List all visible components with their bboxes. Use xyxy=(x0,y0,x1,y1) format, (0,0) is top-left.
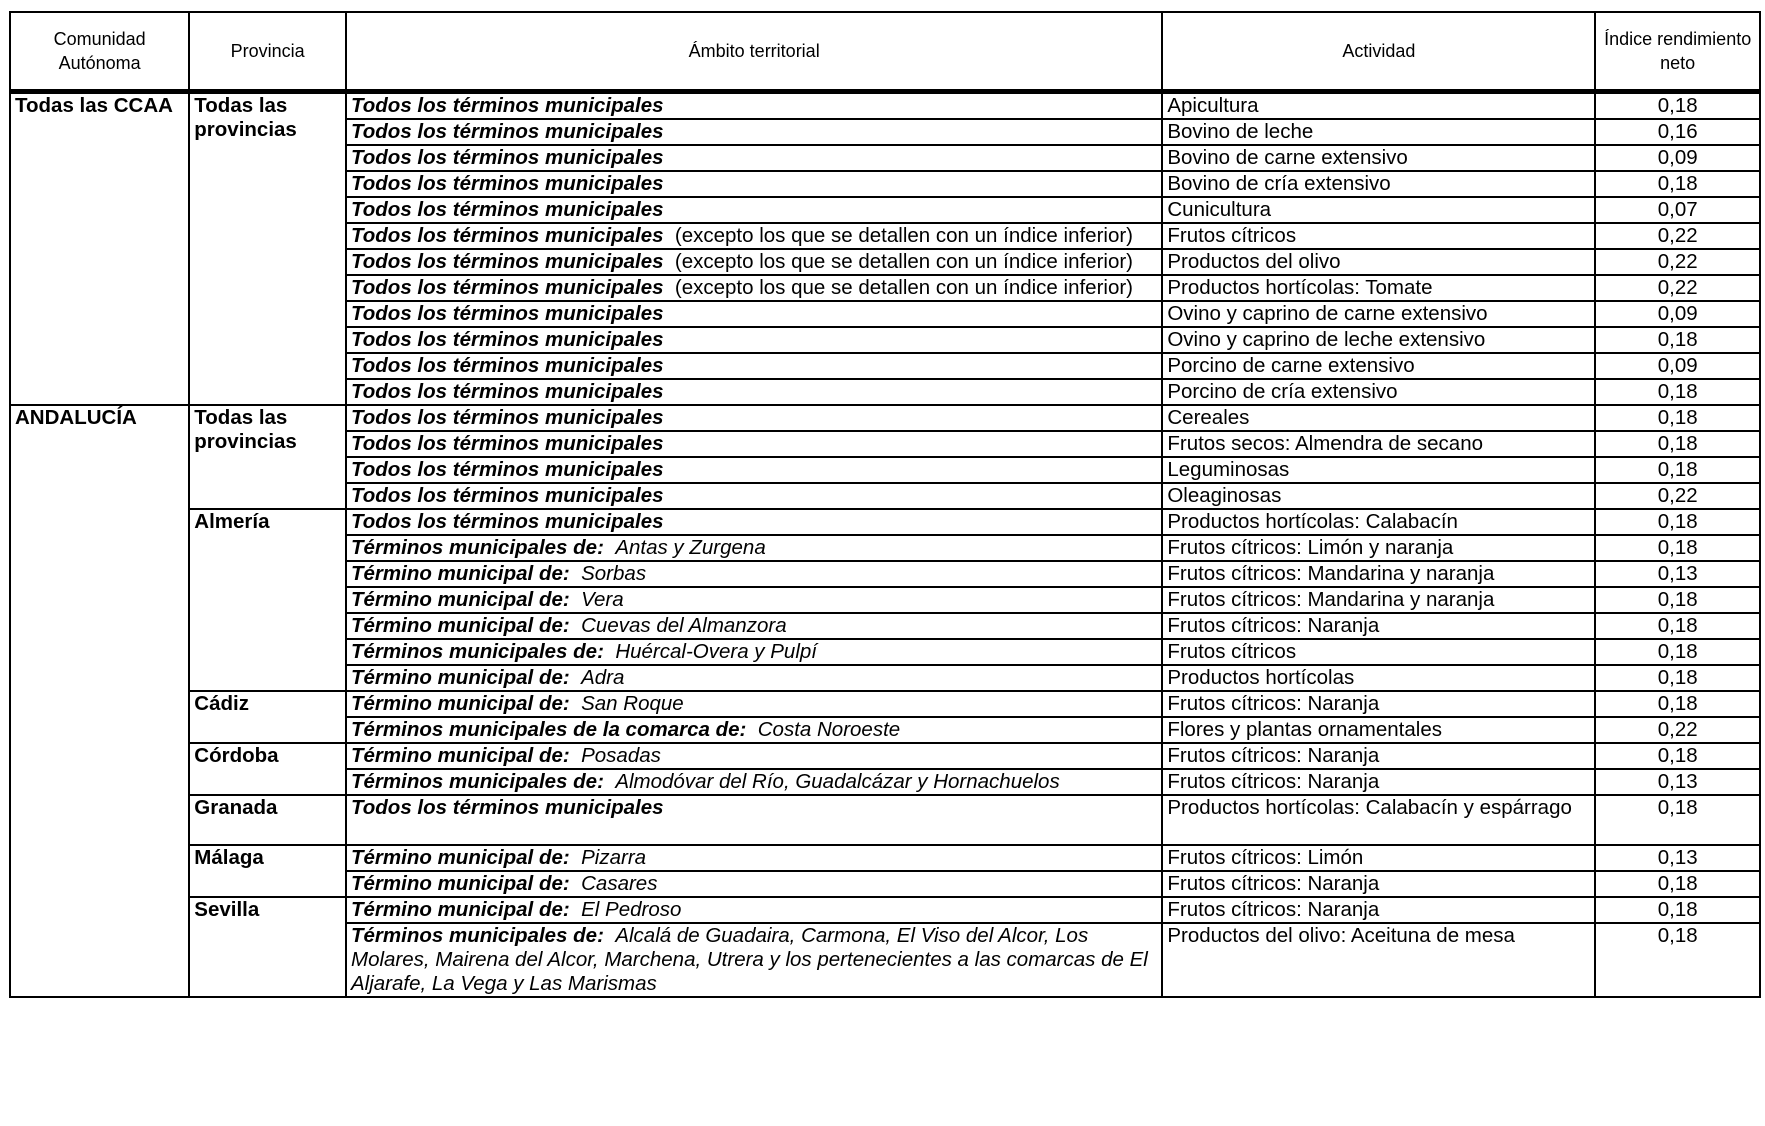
indice-cell: 0,18 xyxy=(1595,923,1760,997)
indice-cell: 0,18 xyxy=(1595,457,1760,483)
table-row xyxy=(10,405,1760,431)
provincia-cell: Granada xyxy=(189,795,346,845)
ambito-cell xyxy=(346,769,1162,795)
indice-cell: 0,18 xyxy=(1595,327,1760,353)
indice-cell: 0,18 xyxy=(1595,639,1760,665)
table-row xyxy=(10,509,1760,535)
ambito-cell xyxy=(346,561,1162,587)
ambito-cell xyxy=(346,691,1162,717)
ambito-cell xyxy=(346,665,1162,691)
indice-cell: 0,18 xyxy=(1595,691,1760,717)
actividad-cell: Frutos cítricos: Naranja xyxy=(1162,897,1595,923)
provincia-cell: Todas las provincias xyxy=(189,92,346,406)
indice-cell: 0,07 xyxy=(1595,197,1760,223)
ambito-cell xyxy=(346,535,1162,561)
provincia-cell: Todas las provincias xyxy=(189,405,346,509)
ambito-cell xyxy=(346,509,1162,535)
ambito-prefix: Términos municipales de: xyxy=(351,770,604,793)
ambito-cell xyxy=(346,145,1162,171)
indice-cell: 0,22 xyxy=(1595,223,1760,249)
ambito-prefix: Todos los términos municipales xyxy=(351,172,664,195)
table-row xyxy=(10,92,1760,120)
provincia-cell: Cádiz xyxy=(189,691,346,743)
ambito-cell xyxy=(346,845,1162,871)
ambito-municipios: San Roque xyxy=(581,692,684,715)
ambito-cell xyxy=(346,405,1162,431)
actividad-cell: Frutos cítricos: Mandarina y naranja xyxy=(1162,561,1595,587)
indice-cell: 0,22 xyxy=(1595,717,1760,743)
ambito-cell xyxy=(346,639,1162,665)
actividad-cell: Frutos cítricos xyxy=(1162,223,1595,249)
ambito-prefix: Todos los términos municipales xyxy=(351,198,664,221)
actividad-cell: Frutos cítricos: Naranja xyxy=(1162,871,1595,897)
ambito-prefix: Término municipal de: xyxy=(351,666,570,689)
ambito-municipios: Casares xyxy=(581,872,658,895)
indice-cell: 0,18 xyxy=(1595,897,1760,923)
ambito-cell xyxy=(346,457,1162,483)
provincia-cell: Córdoba xyxy=(189,743,346,795)
indice-cell: 0,18 xyxy=(1595,171,1760,197)
ambito-cell xyxy=(346,275,1162,301)
ambito-prefix: Todos los términos municipales xyxy=(351,432,664,455)
ambito-cell xyxy=(346,743,1162,769)
actividad-cell: Bovino de cría extensivo xyxy=(1162,171,1595,197)
indice-cell: 0,13 xyxy=(1595,845,1760,871)
ambito-cell xyxy=(346,717,1162,743)
ambito-prefix: Todos los términos municipales xyxy=(351,302,664,325)
ambito-prefix: Todos los términos municipales xyxy=(351,146,664,169)
comunidad-cell: ANDALUCÍA xyxy=(10,405,189,997)
ambito-municipios: Antas y Zurgena xyxy=(615,536,766,559)
ambito-prefix: Términos municipales de: xyxy=(351,640,604,663)
ambito-prefix: Todos los términos municipales xyxy=(351,94,664,117)
ambito-cell xyxy=(346,197,1162,223)
indice-cell: 0,18 xyxy=(1595,405,1760,431)
indice-cell: 0,18 xyxy=(1595,665,1760,691)
indice-cell: 0,18 xyxy=(1595,379,1760,405)
ambito-prefix: Términos municipales de la comarca de: xyxy=(351,718,747,741)
actividad-cell: Productos del olivo xyxy=(1162,249,1595,275)
indice-cell: 0,13 xyxy=(1595,561,1760,587)
ambito-municipios: Posadas xyxy=(581,744,661,767)
ambito-cell xyxy=(346,92,1162,120)
ambito-prefix: Todos los términos municipales xyxy=(351,328,664,351)
actividad-cell: Cunicultura xyxy=(1162,197,1595,223)
actividad-cell: Bovino de carne extensivo xyxy=(1162,145,1595,171)
actividad-cell: Productos hortícolas: Tomate xyxy=(1162,275,1595,301)
actividad-cell: Frutos cítricos: Naranja xyxy=(1162,691,1595,717)
ambito-municipios: Sorbas xyxy=(581,562,647,585)
indice-cell: 0,18 xyxy=(1595,871,1760,897)
ambito-prefix: Términos municipales de: xyxy=(351,536,604,559)
ambito-cell xyxy=(346,587,1162,613)
table-row xyxy=(10,845,1760,871)
actividad-cell: Ovino y caprino de carne extensivo xyxy=(1162,301,1595,327)
ambito-prefix: Término municipal de: xyxy=(351,846,570,869)
ambito-prefix: Todos los términos municipales xyxy=(351,406,664,429)
ambito-prefix: Término municipal de: xyxy=(351,898,570,921)
ambito-cell xyxy=(346,327,1162,353)
indice-cell: 0,18 xyxy=(1595,743,1760,769)
actividad-cell: Leguminosas xyxy=(1162,457,1595,483)
ambito-prefix: Término municipal de: xyxy=(351,614,570,637)
rendimiento-table-sheet xyxy=(9,11,1761,998)
ambito-prefix: Término municipal de: xyxy=(351,872,570,895)
ambito-cell xyxy=(346,613,1162,639)
ambito-cell xyxy=(346,249,1162,275)
ambito-prefix: Términos municipales de: xyxy=(351,924,604,947)
actividad-cell: Apicultura xyxy=(1162,92,1595,120)
comunidad-cell: Todas las CCAA xyxy=(10,92,189,406)
ambito-municipios: Costa Noroeste xyxy=(757,718,901,741)
provincia-cell: Almería xyxy=(189,509,346,691)
actividad-cell: Productos hortícolas xyxy=(1162,665,1595,691)
actividad-cell: Frutos cítricos: Naranja xyxy=(1162,613,1595,639)
ambito-municipios: Huércal-Overa y Pulpí xyxy=(615,640,817,663)
table-body xyxy=(10,92,1760,998)
table-header xyxy=(10,12,1760,92)
ambito-prefix: Todos los términos municipales xyxy=(351,458,664,481)
actividad-cell: Frutos cítricos xyxy=(1162,639,1595,665)
ambito-note: (excepto los que se detallen con un índice inferior) xyxy=(674,276,1134,299)
actividad-cell: Frutos secos: Almendra de secano xyxy=(1162,431,1595,457)
actividad-cell: Bovino de leche xyxy=(1162,119,1595,145)
ambito-note: (excepto los que se detallen con un índice inferior) xyxy=(674,250,1134,273)
header-row xyxy=(10,12,1760,92)
ambito-municipios: El Pedroso xyxy=(581,898,682,921)
ambito-prefix: Todos los términos municipales xyxy=(351,354,664,377)
table-row xyxy=(10,897,1760,923)
actividad-cell: Frutos cítricos: Limón xyxy=(1162,845,1595,871)
indice-cell: 0,09 xyxy=(1595,353,1760,379)
ambito-prefix: Todos los términos municipales xyxy=(351,224,664,247)
indice-cell: 0,09 xyxy=(1595,145,1760,171)
ambito-prefix: Término municipal de: xyxy=(351,588,570,611)
ambito-prefix: Todos los términos municipales xyxy=(351,484,664,507)
ambito-prefix: Término municipal de: xyxy=(351,744,570,767)
ambito-cell xyxy=(346,223,1162,249)
ambito-cell xyxy=(346,795,1162,845)
actividad-cell: Frutos cítricos: Limón y naranja xyxy=(1162,535,1595,561)
indice-cell: 0,18 xyxy=(1595,509,1760,535)
actividad-cell: Cereales xyxy=(1162,405,1595,431)
indice-cell: 0,18 xyxy=(1595,92,1760,120)
provincia-cell: Sevilla xyxy=(189,897,346,997)
ambito-municipios: Pizarra xyxy=(581,846,647,869)
ambito-cell xyxy=(346,353,1162,379)
actividad-cell: Ovino y caprino de leche extensivo xyxy=(1162,327,1595,353)
actividad-cell: Frutos cítricos: Mandarina y naranja xyxy=(1162,587,1595,613)
ambito-municipios: Vera xyxy=(581,588,624,611)
ambito-cell xyxy=(346,431,1162,457)
actividad-cell: Flores y plantas ornamentales xyxy=(1162,717,1595,743)
indice-cell: 0,13 xyxy=(1595,769,1760,795)
ambito-prefix: Todos los términos municipales xyxy=(351,380,664,403)
ambito-prefix: Todos los términos municipales xyxy=(351,120,664,143)
indice-cell: 0,22 xyxy=(1595,483,1760,509)
indice-cell: 0,18 xyxy=(1595,795,1760,845)
ambito-cell xyxy=(346,897,1162,923)
ambito-cell xyxy=(346,923,1162,997)
ambito-note: (excepto los que se detallen con un índice inferior) xyxy=(674,224,1134,247)
actividad-cell: Productos hortícolas: Calabacín y espárrago xyxy=(1162,795,1595,845)
ambito-prefix: Todos los términos municipales xyxy=(351,796,664,819)
indice-cell: 0,16 xyxy=(1595,119,1760,145)
actividad-cell: Porcino de cría extensivo xyxy=(1162,379,1595,405)
indice-cell: 0,18 xyxy=(1595,613,1760,639)
actividad-cell: Porcino de carne extensivo xyxy=(1162,353,1595,379)
ambito-prefix: Término municipal de: xyxy=(351,692,570,715)
actividad-cell: Oleaginosas xyxy=(1162,483,1595,509)
header-comunidad: Comunidad Autónoma xyxy=(10,12,189,92)
ambito-municipios: Alcalá de Guadaira, Carmona, El Viso del Alcor, Los Molares, Mairena del Alcor, Marchena, Utrera y los pertenecientes a las comarcas de El Aljarafe, La Vega y Las Marismas xyxy=(351,924,1148,995)
ambito-prefix: Término municipal de: xyxy=(351,562,570,585)
indice-cell: 0,22 xyxy=(1595,249,1760,275)
table-row xyxy=(10,743,1760,769)
header-indice: Índice rendimiento neto xyxy=(1595,12,1760,92)
ambito-prefix: Todos los términos municipales xyxy=(351,250,664,273)
ambito-cell xyxy=(346,379,1162,405)
actividad-cell: Productos hortícolas: Calabacín xyxy=(1162,509,1595,535)
indice-cell: 0,22 xyxy=(1595,275,1760,301)
indice-cell: 0,09 xyxy=(1595,301,1760,327)
actividad-cell: Frutos cítricos: Naranja xyxy=(1162,769,1595,795)
header-ambito: Ámbito territorial xyxy=(346,12,1162,92)
actividad-cell: Productos del olivo: Aceituna de mesa xyxy=(1162,923,1595,997)
ambito-cell xyxy=(346,483,1162,509)
header-actividad: Actividad xyxy=(1162,12,1595,92)
ambito-cell xyxy=(346,171,1162,197)
rendimiento-table xyxy=(9,11,1761,998)
ambito-prefix: Todos los términos municipales xyxy=(351,276,664,299)
provincia-cell: Málaga xyxy=(189,845,346,897)
indice-cell: 0,18 xyxy=(1595,431,1760,457)
ambito-cell xyxy=(346,119,1162,145)
indice-cell: 0,18 xyxy=(1595,587,1760,613)
ambito-municipios: Cuevas del Almanzora xyxy=(581,614,787,637)
header-provincia: Provincia xyxy=(189,12,346,92)
ambito-cell xyxy=(346,301,1162,327)
ambito-municipios: Almodóvar del Río, Guadalcázar y Hornachuelos xyxy=(615,770,1060,793)
table-row xyxy=(10,691,1760,717)
ambito-cell xyxy=(346,871,1162,897)
indice-cell: 0,18 xyxy=(1595,535,1760,561)
actividad-cell: Frutos cítricos: Naranja xyxy=(1162,743,1595,769)
ambito-municipios: Adra xyxy=(581,666,625,689)
ambito-prefix: Todos los términos municipales xyxy=(351,510,664,533)
table-row xyxy=(10,795,1760,845)
